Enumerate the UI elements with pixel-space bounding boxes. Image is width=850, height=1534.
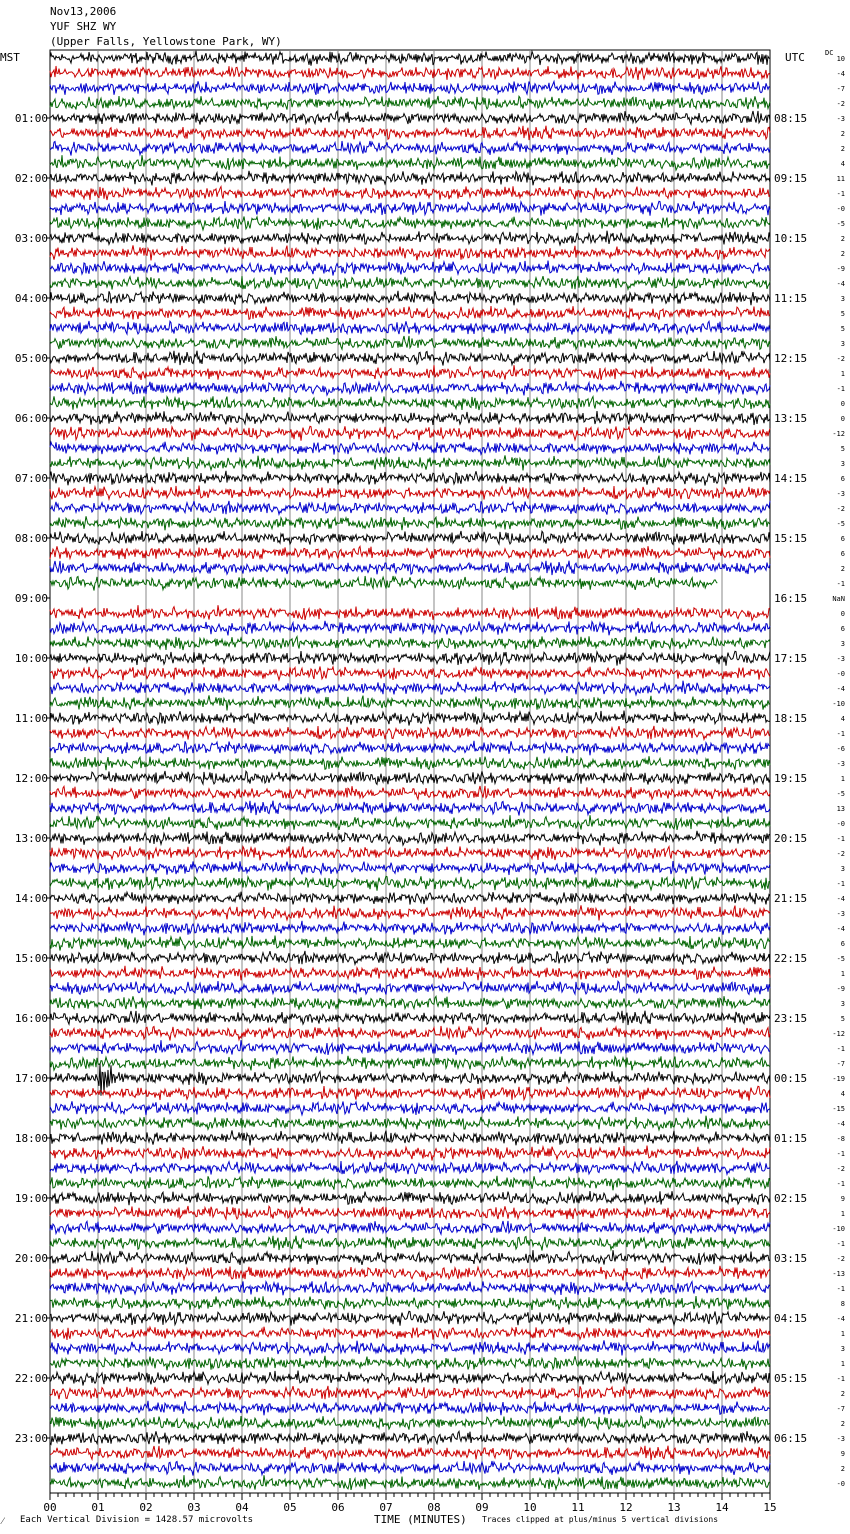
trace-row [50,846,770,860]
dc-offset-label: 0 [840,400,845,408]
utc-hour-label: 13:15 [774,412,808,425]
trace-row [50,531,770,545]
trace-row [50,815,770,830]
dc-offset-label: 3 [840,295,845,303]
dc-label: DC [825,49,834,57]
utc-hour-label: 05:15 [774,1372,808,1385]
utc-hour-label: 00:15 [774,1072,808,1085]
trace-row [50,1281,770,1295]
dc-offset-label: -12 [832,1030,845,1038]
trace-row [50,1386,770,1400]
trace-row [50,1130,770,1145]
utc-hour-label: 11:15 [774,292,808,305]
trace-row [50,396,770,410]
dc-offset-label: -6 [836,745,845,753]
trace-row [50,1250,770,1265]
trace-row [50,321,770,335]
mst-hour-label: 17:00 [14,1072,48,1085]
trace-row [50,1146,770,1161]
utc-hour-label: 17:15 [774,652,808,665]
dc-offset-label: -1 [836,880,845,888]
mst-hour-label: 06:00 [14,412,48,425]
dc-offset-label: 3 [840,640,845,648]
dc-offset-label: 8 [840,1300,845,1308]
label-layer [15,55,845,1514]
dc-offset-label: -9 [836,265,845,273]
mst-hour-label: 07:00 [14,472,48,485]
dc-offset-label: -4 [836,280,845,288]
dc-offset-label: 6 [840,535,845,543]
dc-offset-label: -4 [836,925,845,933]
dc-offset-label: 6 [840,940,845,948]
trace-row [50,1236,770,1251]
utc-hour-label: 04:15 [774,1312,808,1325]
trace-row [50,726,770,740]
dc-offset-label: -12 [832,430,845,438]
dc-offset-label: -0 [836,820,845,828]
x-tick-label: 12 [619,1501,633,1514]
x-tick-label: 11 [571,1501,585,1514]
dc-offset-label: -13 [832,1270,845,1278]
footer-corner-mark: ⁄ [2,1517,4,1527]
trace-row [50,876,770,890]
trace-row [50,51,770,66]
dc-offset-label: -1 [836,1150,845,1158]
utc-hour-label: 09:15 [774,172,808,185]
trace-row [50,1206,770,1220]
dc-offset-label: -3 [836,1435,845,1443]
mst-hour-label: 22:00 [14,1372,48,1385]
trace-row [50,1116,770,1130]
trace-row [50,1086,770,1101]
trace-row [50,892,770,905]
dc-offset-label: 5 [840,325,845,333]
dc-offset-label: -0 [836,205,845,213]
dc-offset-label: 1 [840,370,845,378]
x-tick-label: 02 [139,1501,153,1514]
trace-row [50,442,770,455]
utc-hour-label: 18:15 [774,712,808,725]
utc-hour-label: 16:15 [774,592,808,605]
utc-hour-label: 08:15 [774,112,808,125]
trace-row [50,546,770,559]
dc-offset-label: 10 [836,55,845,63]
dc-offset-label: -1 [836,1240,845,1248]
trace-row [50,381,770,396]
dc-offset-label: -3 [836,760,845,768]
trace-row [50,667,770,681]
trace-layer [50,51,770,1490]
trace-row [50,1446,770,1460]
trace-row [50,1191,770,1205]
trace-row [50,141,770,156]
mst-hour-label: 18:00 [14,1132,48,1145]
dc-offset-label: 2 [840,145,845,153]
trace-row [50,1371,770,1386]
x-axis-title: TIME (MINUTES) [374,1513,467,1526]
left-axis-label: MST [0,51,20,64]
dc-offset-label: -3 [836,115,845,123]
trace-row [50,471,770,486]
mst-hour-label: 02:00 [14,172,48,185]
trace-row [50,455,770,470]
mst-hour-label: 14:00 [14,892,48,905]
trace-row [50,1011,770,1025]
trace-row [50,936,770,951]
trace-row [50,771,770,785]
dc-offset-label: -1 [836,1180,845,1188]
dc-offset-label: 1 [840,1360,845,1368]
utc-hour-label: 20:15 [774,832,808,845]
footer-clip-note: Traces clipped at plus/minus 5 vertical divisions [482,1515,719,1524]
dc-offset-label: -19 [832,1075,845,1083]
dc-offset-label: 4 [840,1090,845,1098]
utc-hour-label: 15:15 [774,532,808,545]
trace-row [50,1026,770,1041]
mst-hour-label: 03:00 [14,232,48,245]
dc-offset-label: 9 [840,1450,845,1458]
trace-row [50,1311,770,1325]
trace-row [50,1401,770,1416]
trace-row [50,831,770,846]
mst-hour-label: 21:00 [14,1312,48,1325]
trace-row [50,1461,770,1476]
dc-offset-label: -15 [832,1105,845,1113]
trace-row [50,1266,770,1281]
trace-row [50,231,770,245]
trace-row [50,245,770,260]
dc-offset-label: 4 [840,160,845,168]
trace-row [50,1416,770,1430]
dc-offset-label: -1 [836,835,845,843]
dc-offset-label: -5 [836,520,845,528]
mst-hour-label: 20:00 [14,1252,48,1265]
x-tick-label: 09 [475,1501,489,1514]
mst-hour-label: 04:00 [14,292,48,305]
dc-offset-label: NaN [832,595,845,603]
trace-row [50,516,770,530]
trace-row [50,576,717,591]
dc-offset-label: -7 [836,1060,845,1068]
dc-offset-label: -10 [832,1225,845,1233]
dc-offset-label: -1 [836,385,845,393]
trace-row [50,186,770,200]
dc-offset-label: 6 [840,625,845,633]
dc-offset-label: -2 [836,1255,845,1263]
mst-hour-label: 13:00 [14,832,48,845]
trace-row [50,741,770,756]
trace-row [50,171,770,186]
dc-offset-label: -4 [836,895,845,903]
dc-offset-label: -5 [836,790,845,798]
trace-row [50,155,770,170]
dc-offset-label: 2 [840,130,845,138]
trace-row [50,1340,770,1355]
trace-row [50,1475,770,1490]
x-tick-label: 03 [187,1501,201,1514]
trace-row [50,905,770,920]
trace-row [50,276,770,290]
trace-row [50,126,770,140]
x-tick-label: 08 [427,1501,441,1514]
mst-hour-label: 23:00 [14,1432,48,1445]
utc-hour-label: 06:15 [774,1432,808,1445]
trace-row [50,1176,770,1191]
header-date: Nov13,2006 [50,5,117,18]
dc-offset-label: -4 [836,1120,845,1128]
trace-row [50,951,770,965]
dc-offset-label: 1 [840,1210,845,1218]
mst-hour-label: 16:00 [14,1012,48,1025]
dc-offset-label: -9 [836,985,845,993]
trace-row [50,966,770,981]
dc-offset-label: -10 [832,700,845,708]
mst-hour-label: 01:00 [14,112,48,125]
trace-row [50,261,770,276]
trace-row [50,636,770,650]
trace-row [50,291,770,306]
header-location: (Upper Falls, Yellowstone Park, WY) [50,35,282,48]
trace-row [50,96,770,110]
dc-offset-label: 0 [840,610,845,618]
dc-offset-label: -0 [836,670,845,678]
dc-offset-label: -7 [836,85,845,93]
dc-offset-label: -2 [836,1165,845,1173]
dc-offset-label: 3 [840,460,845,468]
dc-offset-label: 5 [840,445,845,453]
trace-row [50,605,770,620]
dc-offset-label: -1 [836,730,845,738]
utc-hour-label: 19:15 [774,772,808,785]
dc-offset-label: 2 [840,1465,845,1473]
dc-offset-label: 6 [840,550,845,558]
trace-row [50,801,770,816]
trace-row [50,651,770,666]
trace-row [50,1161,770,1175]
utc-hour-label: 03:15 [774,1252,808,1265]
x-tick-label: 04 [235,1501,249,1514]
dc-offset-label: 9 [840,1195,845,1203]
dc-offset-label: -1 [836,1285,845,1293]
trace-row [50,786,770,799]
trace-row [50,1327,770,1340]
dc-offset-label: 3 [840,1000,845,1008]
dc-offset-label: -1 [836,1045,845,1053]
mst-hour-label: 11:00 [14,712,48,725]
utc-hour-label: 10:15 [774,232,808,245]
dc-offset-label: 13 [836,805,845,813]
x-tick-label: 15 [763,1501,777,1514]
trace-row [50,1040,770,1055]
dc-offset-label: 2 [840,235,845,243]
dc-offset-label: 3 [840,865,845,873]
dc-offset-label: -0 [836,1480,845,1488]
dc-offset-label: 1 [840,970,845,978]
x-tick-label: 14 [715,1501,729,1514]
dc-offset-label: -8 [836,1135,845,1143]
dc-offset-label: -5 [836,220,845,228]
trace-row [50,217,770,230]
dc-offset-label: -2 [836,355,845,363]
mst-hour-label: 19:00 [14,1192,48,1205]
x-tick-label: 05 [283,1501,297,1514]
dc-offset-label: 5 [840,1015,845,1023]
trace-row [50,756,770,770]
grid-layer [46,50,770,1500]
dc-offset-label: -4 [836,70,845,78]
x-tick-label: 00 [43,1501,57,1514]
dc-offset-label: -1 [836,190,845,198]
dc-offset-label: -3 [836,490,845,498]
trace-row [50,336,770,349]
dc-offset-label: 11 [836,175,845,183]
mst-hour-label: 10:00 [14,652,48,665]
dc-offset-label: -7 [836,1405,845,1413]
trace-row [50,365,770,380]
header-station: YUF SHZ WY [50,20,117,33]
trace-row [50,621,770,636]
mst-hour-label: 09:00 [14,592,48,605]
trace-row [50,561,770,575]
x-tick-label: 01 [91,1501,105,1514]
trace-row [50,1101,770,1115]
trace-row [50,411,770,425]
dc-offset-label: -1 [836,1375,845,1383]
trace-row [50,711,770,726]
trace-row [50,66,770,80]
trace-row [50,681,770,695]
dc-offset-label: -2 [836,505,845,513]
dc-offset-label: 1 [840,775,845,783]
trace-row [50,695,770,710]
plot-frame [50,50,770,1493]
trace-row [50,981,770,995]
dc-offset-label: 1 [840,1330,845,1338]
x-tick-label: 06 [331,1501,345,1514]
dc-offset-label: 5 [840,310,845,318]
trace-row [50,111,770,125]
trace-row [50,81,770,95]
dc-offset-label: -4 [836,1315,845,1323]
trace-row [50,306,770,320]
trace-row [50,501,770,515]
trace-row [50,1356,770,1371]
dc-offset-label: 2 [840,1420,845,1428]
utc-hour-label: 22:15 [774,952,808,965]
dc-offset-label: -2 [836,100,845,108]
trace-row [50,201,770,216]
x-tick-label: 10 [523,1501,537,1514]
trace-row [50,1296,770,1310]
trace-row [50,351,770,366]
trace-row [50,861,770,875]
x-tick-label: 13 [667,1501,681,1514]
trace-row [50,426,770,440]
utc-hour-label: 23:15 [774,1012,808,1025]
dc-offset-label: 3 [840,1345,845,1353]
trace-row [50,1056,770,1071]
utc-hour-label: 21:15 [774,892,808,905]
dc-offset-label: -5 [836,955,845,963]
dc-offset-label: 2 [840,565,845,573]
utc-hour-label: 12:15 [774,352,808,365]
dc-offset-label: -3 [836,655,845,663]
utc-hour-label: 02:15 [774,1192,808,1205]
trace-row [50,486,770,500]
dc-offset-label: 0 [840,415,845,423]
trace-row [50,1221,770,1234]
dc-offset-label: -4 [836,685,845,693]
trace-row [50,1063,770,1096]
dc-offset-label: 4 [840,715,845,723]
dc-offset-label: 3 [840,340,845,348]
footer-scale-note: Each Vertical Division = 1428.57 microvolts [20,1515,253,1525]
utc-hour-label: 14:15 [774,472,808,485]
dc-offset-label: -2 [836,850,845,858]
dc-offset-label: -3 [836,910,845,918]
dc-offset-label: 2 [840,1390,845,1398]
trace-row [50,996,770,1009]
mst-hour-label: 12:00 [14,772,48,785]
utc-hour-label: 01:15 [774,1132,808,1145]
trace-row [50,1431,770,1444]
trace-row [50,921,770,936]
right-axis-label: UTC [785,51,805,64]
dc-offset-label: 6 [840,475,845,483]
dc-offset-label: -1 [836,580,845,588]
dc-offset-label: 2 [840,250,845,258]
mst-hour-label: 08:00 [14,532,48,545]
x-tick-label: 07 [379,1501,393,1514]
mst-hour-label: 05:00 [14,352,48,365]
mst-hour-label: 15:00 [14,952,48,965]
